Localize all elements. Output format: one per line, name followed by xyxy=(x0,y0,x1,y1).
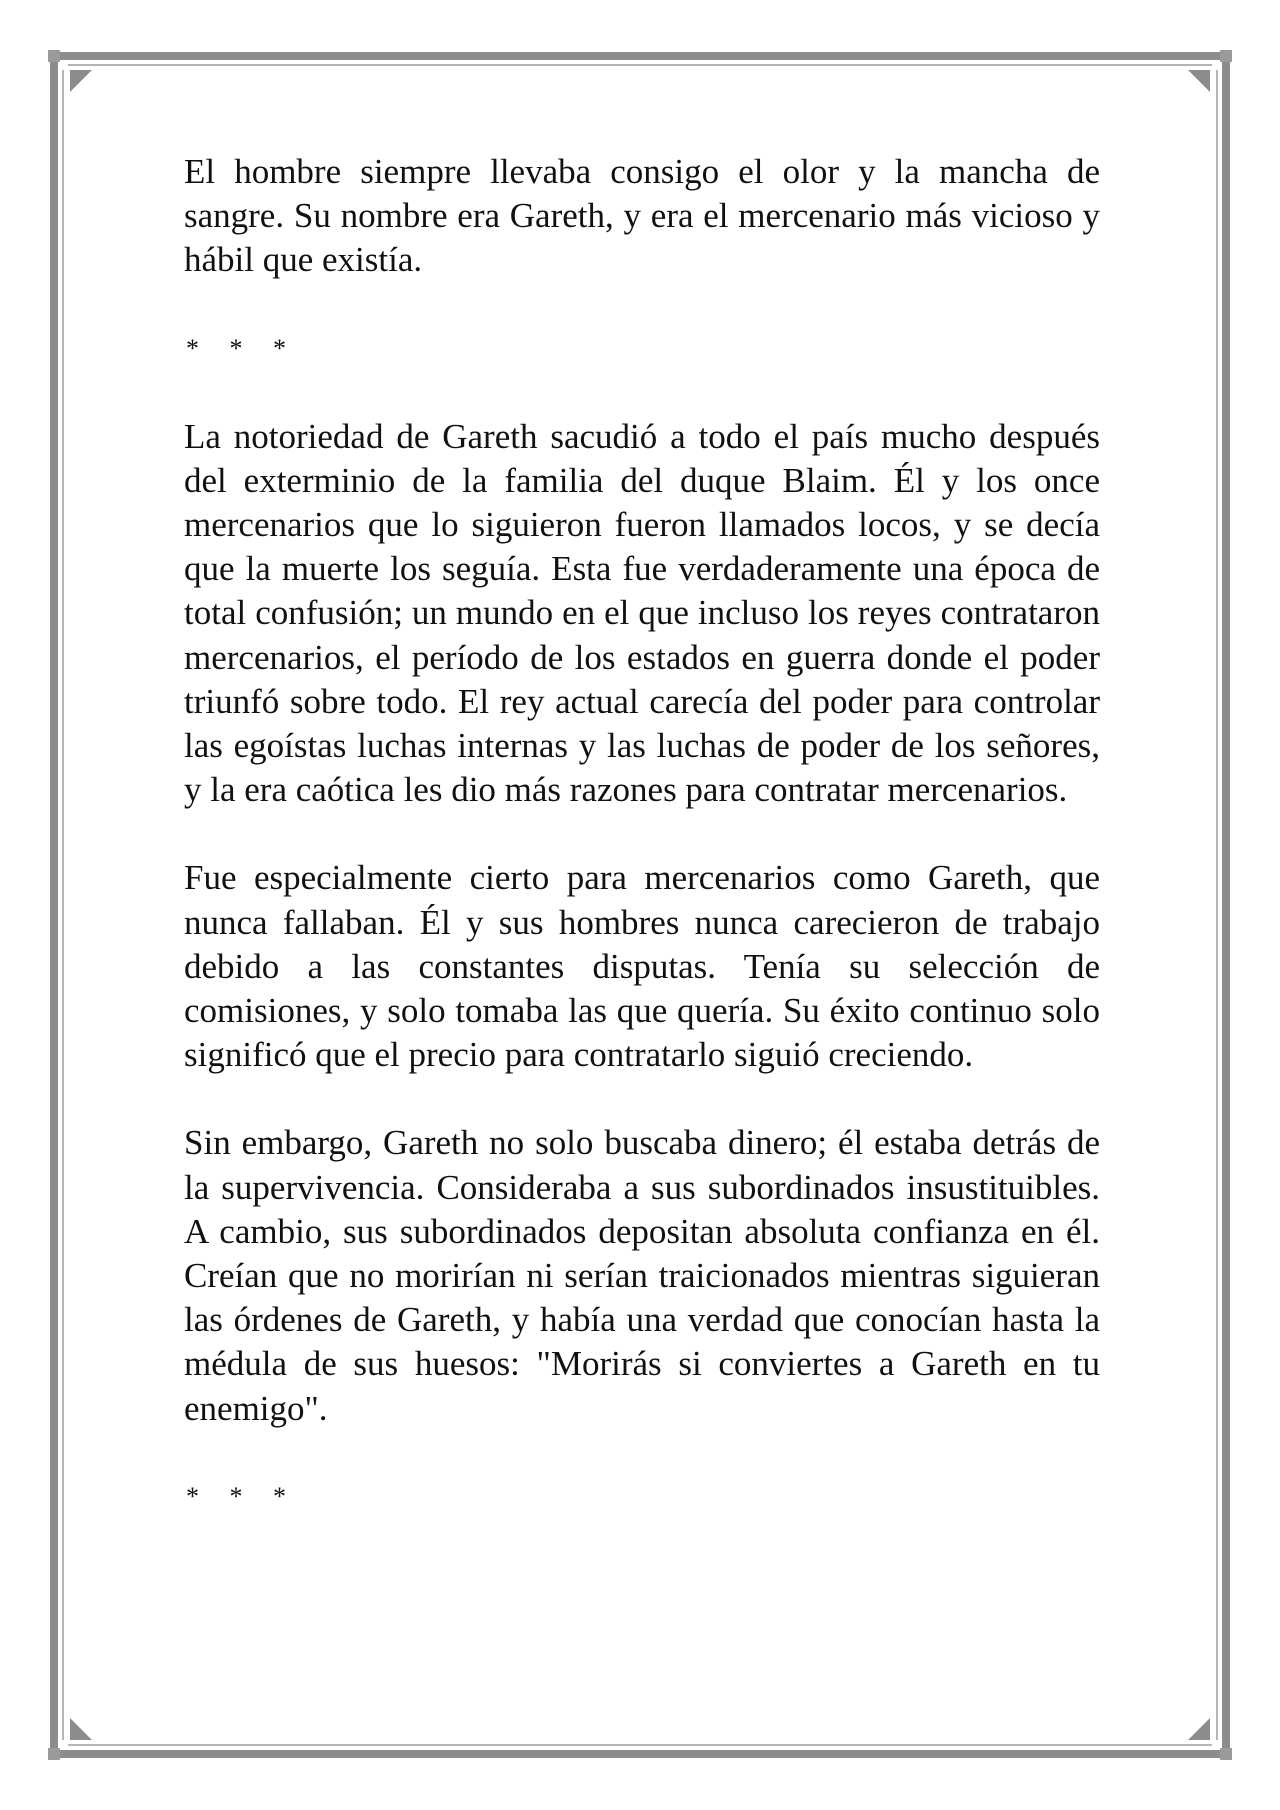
paragraph-2: La notoriedad de Gareth sacudió a todo el país mucho después del exterminio de la familia del duque Blaim. Él y los once mercenarios que lo siguieron fueron llamados locos, y se decía que la muerte los seguía. Esta fue verdaderamente una época de total confusión; un mundo en el que incluso los reyes contrataron mercenarios, el período de los estados en guerra donde el poder triunfó sobre todo. El rey actual carecía del poder para controlar las egoístas luchas internas y las luchas de poder de los señores, y la era caótica les dio más razones para contratar mercenarios. xyxy=(184,416,1100,810)
document-body xyxy=(184,150,1100,1563)
section-separator-1: * * * xyxy=(186,333,298,363)
section-separator-2: * * * xyxy=(186,1481,298,1511)
paragraph-1: El hombre siempre llevaba consigo el olor y la mancha de sangre. Su nombre era Gareth, y era el mercenario más vicioso y hábil que existía. xyxy=(184,152,1100,280)
triangle-corner-ornament-bottom-right xyxy=(1188,1718,1210,1740)
triangle-corner-ornament-bottom-left xyxy=(70,1718,92,1740)
paragraph-4: Sin embargo, Gareth no solo buscaba dinero; él estaba detrás de la supervivencia. Consideraba a sus subordinados insustituibles. A cambio, sus subordinados depositan absoluta confianza en él. Creían que no morirían ni serían traicionados mientras siguieran las órdenes de Gareth, y había una verdad que conocían hasta la médula de sus huesos: "Morirás si conviertes a Gareth en tu enemigo". xyxy=(184,1123,1100,1428)
triangle-corner-ornament-top-left xyxy=(70,70,92,92)
triangle-corner-ornament-top-right xyxy=(1188,70,1210,92)
paragraph-3: Fue especialmente cierto para mercenarios como Gareth, que nunca fallaban. Él y sus hombres nunca carecieron de trabajo debido a las constantes disputas. Tenía su selección de comisiones, y solo tomaba las que quería. Su éxito continuo solo significó que el precio para contratarlo siguió creciendo. xyxy=(184,858,1100,1075)
